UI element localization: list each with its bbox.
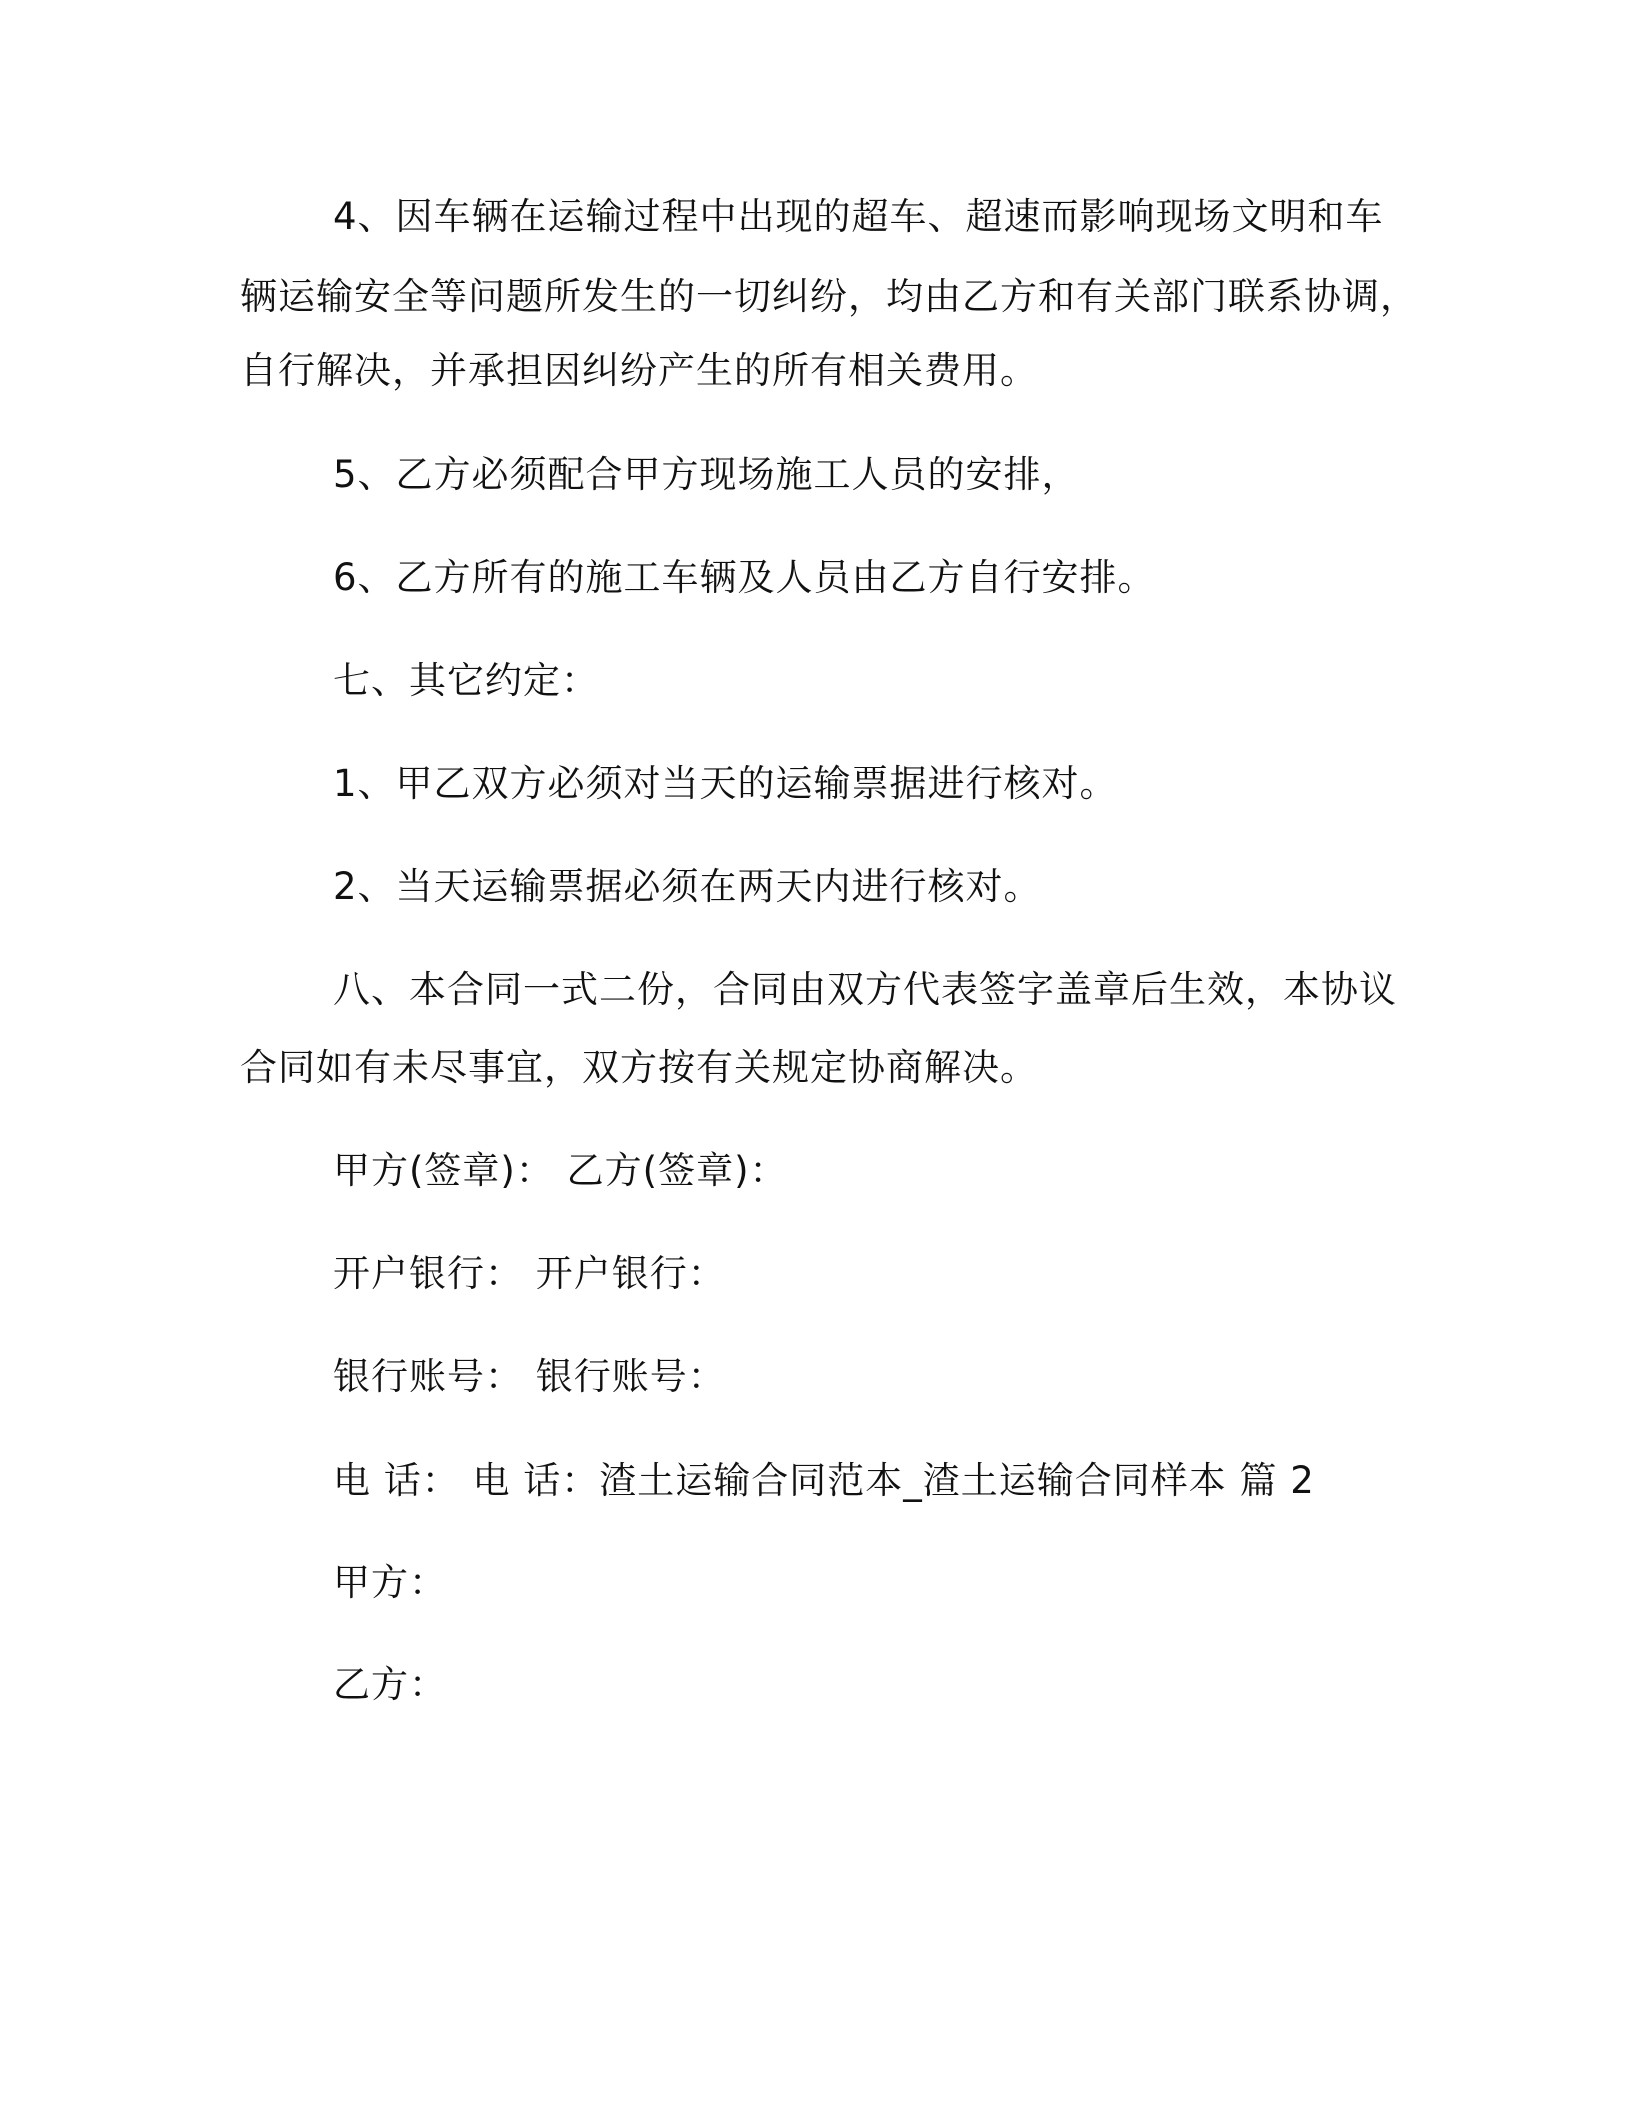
clause-4-line-1: 4、因车辆在运输过程中出现的超车、超速而影响现场文明和车	[333, 195, 1384, 238]
section-8-line-1: 八、本合同一式二份，合同由双方代表签字盖章后生效，本协议	[333, 968, 1397, 1011]
section-8-line-2: 合同如有未尽事宜，双方按有关规定协商解决。	[240, 1046, 1038, 1089]
party-b-label: 乙方：	[333, 1663, 447, 1706]
party-a-label: 甲方：	[333, 1561, 447, 1604]
section-7-item-1: 1、甲乙双方必须对当天的运输票据进行核对。	[333, 762, 1118, 805]
clause-6: 6、乙方所有的施工车辆及人员由乙方自行安排。	[333, 556, 1156, 599]
clause-5: 5、乙方必须配合甲方现场施工人员的安排，	[333, 453, 1080, 496]
section-7-heading: 七、其它约定：	[333, 659, 599, 702]
section-7-item-2: 2、当天运输票据必须在两天内进行核对。	[333, 865, 1042, 908]
clause-4-line-3: 自行解决，并承担因纠纷产生的所有相关费用。	[240, 349, 1038, 392]
bank-line: 开户银行： 开户银行：	[333, 1252, 726, 1295]
phone-line: 电 话： 电 话：渣土运输合同范本_渣土运输合同样本 篇 2	[333, 1459, 1315, 1502]
clause-4-line-2: 辆运输安全等问题所发生的一切纠纷，均由乙方和有关部门联系协调，	[240, 275, 1418, 318]
signature-line: 甲方(签章)： 乙方(签章)：	[333, 1149, 788, 1192]
account-line: 银行账号： 银行账号：	[333, 1355, 726, 1398]
